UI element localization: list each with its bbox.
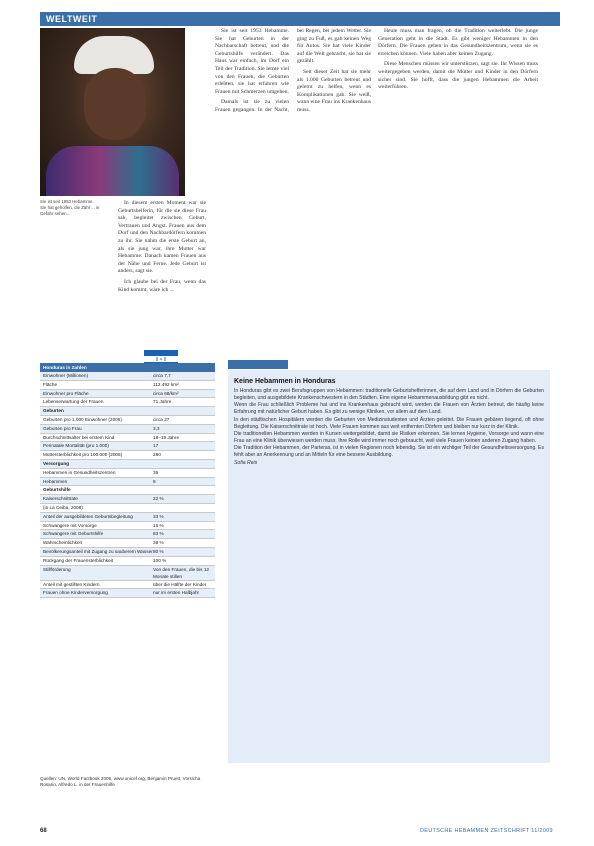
comment-paragraph: In den städtischen Hospitälern werden die Geburten von Medizinstudenten und Ärzten geleitet. Die Frauen gebären liegend, oft ohne Begleitung. Die Kaiserschnittrate ist hoch. Viele Frauen kommen aus weit entfernten Dörfern und bleiben nur kurz in der Klinik.	[234, 416, 544, 430]
face-shape	[84, 68, 146, 140]
facts-key: Geburtshilfe	[43, 487, 71, 493]
facts-table-row	[40, 486, 215, 495]
facts-key: Frauen ohne Kinderversorgung	[43, 590, 108, 596]
facts-key: Schwangere mit Geburtshilfe	[43, 531, 104, 537]
facts-table-row	[40, 407, 215, 416]
facts-key: Anteil der ausgebildeten Geburtsbegleitung	[43, 513, 133, 519]
facts-key: Geburten pro 1.000 Einwohner (2006)	[43, 416, 122, 422]
comment-label-bar	[228, 360, 288, 369]
facts-value: 3,3	[153, 425, 160, 431]
facts-value: 36	[153, 469, 159, 475]
facts-key: Kaiserschnittrate	[43, 496, 78, 502]
facts-table-row	[40, 548, 215, 557]
facts-key: Stillförderung	[43, 566, 71, 572]
facts-key: Einwohner (Millionen)	[43, 373, 89, 378]
facts-key: Rückgang der Frauensterblichkeit	[43, 557, 114, 563]
article-columns	[215, 28, 371, 348]
section-header	[40, 12, 560, 26]
facts-table-row	[40, 495, 215, 504]
facts-table-row	[40, 460, 215, 469]
facts-value: über die Hälfte der Kinder	[153, 581, 207, 587]
facts-value: 22 %	[153, 496, 164, 502]
facts-value: Von den Frauen, die bis 12 Monate stillen	[153, 566, 210, 579]
facts-table-row	[40, 381, 215, 390]
facts-table-row	[40, 398, 215, 407]
facts-table-row	[40, 416, 215, 425]
facts-value: 280	[153, 452, 161, 458]
facts-value: 83 %	[153, 531, 164, 537]
facts-table-row	[40, 469, 215, 478]
shirt-shape	[46, 146, 179, 196]
comment-paragraph: Wenn die Frau schließlich Probleme hat und ins Krankenhaus gebracht wird, werden die Frauen von Ärzten betreut, die häufig keine Erfahrung mit natürlicher Geburt haben. Es gibt zu wenige Kliniken, vor allem auf dem Land.	[234, 402, 544, 416]
facts-table-row	[40, 581, 215, 590]
article-column-right	[378, 28, 538, 95]
intro-column	[118, 200, 206, 297]
facts-table-row	[40, 589, 215, 598]
facts-table-row	[40, 566, 215, 581]
facts-value	[153, 504, 215, 512]
intro-paragraph: Ich glaube bei der Frau, wenn das Kind kommt, wäre ich ...	[118, 278, 206, 293]
section-title: WELTWEIT	[46, 14, 98, 24]
facts-key: Hebammen in Gesundheitszentren	[43, 469, 116, 475]
facts-key: Müttersterblichkeit pro 100.000 (2005)	[43, 452, 123, 458]
facts-key: Perinatale Mortalität (pro 1.000)	[43, 443, 109, 449]
facts-table-body	[40, 372, 215, 598]
facts-table-title: Honduras in Zahlen	[40, 363, 215, 372]
facts-table-row	[40, 539, 215, 548]
page-number: 68	[40, 828, 47, 834]
article-paragraph: Sie ist seit 1953 Hebamme. Sie hat Geburten in der Nachbarschaft betreut, und die Geburtshilfe verändert. Das Haus war einfach, im Dorf ein Teil der Tradition. Sie lernte viel von den Frauen, die Geburten erlebten, sie hat erfahren wie Frauen mit Schmerzen umgehen.	[215, 28, 289, 95]
facts-value: 71 Jahre	[153, 399, 172, 405]
facts-table	[40, 363, 215, 598]
sources-note: Quellen: UN, World Factbook 2006, www.unicef.org, Benjamin Pruett, Vorsicha Rosario, Alfredo L. in der Frauenhilfe	[40, 776, 201, 788]
facts-table-row	[40, 442, 215, 451]
facts-table-row	[40, 451, 215, 460]
comment-text	[234, 388, 544, 460]
comment-paragraph: Die Tradition der Hebammen, der Parteras, ist in vielen Regionen noch lebendig. Sie ist ein wichtiger Teil der Gesundheitsversorgung. Es fehlt aber an Anerkennung und an Mitteln für eine bessere Ausbildung.	[234, 445, 544, 459]
comment-paragraph: In Honduras gibt es zwei Berufsgruppen von Hebammen: traditionelle Geburtshelferinnen, die auf dem Land und in Dörfern die Geburten begleiten, und ausgebildete Krankenschwestern in den Städten. Eine eigene Hebammenausbildung gibt es nicht.	[234, 388, 544, 402]
facts-value	[153, 460, 215, 468]
facts-key: Schwangere mit Vorsorge	[43, 522, 97, 528]
facts-key: Hebammen	[43, 478, 68, 484]
facts-table-row	[40, 530, 215, 539]
facts-table-row	[40, 513, 215, 522]
facts-key: Durchschnittsalter bei erstem Kind	[43, 434, 115, 440]
facts-value: circa 68/km²	[153, 390, 179, 396]
comment-author: Sofia Reis	[234, 459, 258, 466]
facts-value	[153, 407, 215, 415]
facts-key: Einwohner pro Fläche	[43, 390, 89, 396]
facts-value: 18–19 Jahre	[153, 434, 180, 440]
article-paragraph: Heute muss man fragen, ob die Tradition weiterlebt. Die junge Generation geht in die Stadt. Es gibt weniger Hebammen in den Dörfern. Die Frauen gehen in das Gesundheitszentrum, wenn sie es erreichen können. Viele haben aber keinen Zugang.	[378, 28, 538, 57]
facts-key: Versorgung	[43, 460, 70, 466]
journal-name: DEUTSCHE HEBAMMEN ZEITSCHRIFT 11/2009	[420, 828, 553, 834]
article-paragraph: Damals ist sie zu vielen Frauen gegangen. In der Nacht, bei Regen, bei jedem Wetter. Sie ging zu Fuß, es gab keinen Weg für Autos. Sie hat viele Kinder auf die Welt gebracht, sie hat sie gezählt.	[215, 28, 371, 113]
facts-table-row	[40, 425, 215, 434]
article-paragraph: Diese Menschen müssen wir unterstützen, sagt sie. Ihr Wissen muss weitergegeben werden, damit die Mütter und Kinder in den Dörfern sicher sind. Sie hofft, dass die jungen Hebammen die Arbeit weiterführen.	[378, 61, 538, 91]
facts-value: circa 27	[153, 416, 170, 422]
facts-value	[153, 486, 215, 494]
facts-value: 100 %	[153, 557, 167, 563]
facts-key: Geburten	[43, 408, 64, 414]
facts-table-row	[40, 478, 215, 487]
facts-value: 16 %	[153, 522, 164, 528]
facts-table-row	[40, 522, 215, 531]
facts-table-row	[40, 557, 215, 566]
facts-key: (in La Ceiba, 2008)	[43, 504, 83, 510]
portrait-photo	[40, 28, 185, 196]
facts-value: nur im ersten Halbjahr	[153, 590, 200, 596]
photo-caption: Sie ist seit 1953 Hebamme. Sie hat geholfen, die Zahl ... in Gefahr sehen...	[40, 199, 100, 216]
comment-paragraph: Die traditionellen Hebammen werden in Kursen weitergebildet, damit sie Risiken erkennen. Sie lernen Hygiene, Vorsorge und wann eine Frau an eine Klinik überwiesen werden muss. Ihre Rolle wird immer noch gebraucht, weil viele Frauen keinen anderen Zugang haben.	[234, 430, 544, 445]
facts-key: Anteil mit gestillten Kindern	[43, 581, 100, 587]
facts-value: 33 %	[153, 513, 164, 519]
facts-key: Bevölkerungsanteil mit Zugang zu sauberem Wasser	[43, 548, 153, 554]
facts-table-row	[40, 434, 215, 443]
comment-box	[228, 370, 550, 763]
facts-table-row	[40, 372, 215, 381]
facts-key: Lebenserwartung der Frauen	[43, 399, 104, 405]
comment-title: Keine Hebammen in Honduras	[234, 378, 336, 385]
facts-value: 112.492 km²	[153, 381, 179, 387]
facts-value: 80 %	[153, 548, 164, 554]
facts-table-row	[40, 390, 215, 399]
facts-key: Wahrscheinlichkeit	[43, 540, 82, 546]
facts-table-row	[40, 504, 215, 513]
facts-value: 38 %	[153, 540, 164, 546]
facts-key: Fläche	[43, 381, 58, 387]
intro-paragraph: In diesem ersten Moment war sie Geburtshelferin, für die sie diese Frau sah, begleitet zwischen Geburt, Vertrauen und Angst. Frauen aus dem Dorf und den Nachbardörfern kommen zu ihr. Sie nahm die erste Geburt an, als sie jung war, ihre Mutter war Hebamme. Danach kamen Frauen aus der Nähe und Ferne. Jede Geburt ist anders, sagt sie.	[118, 200, 206, 275]
facts-value: 9	[153, 478, 156, 484]
article-paragraph: Seit dieser Zeit hat sie mehr als 1.000 Geburten betreut und gelernt zu helfen, wenn es Komplikationen gab. Sie weiß, wann eine Frau ins Krankenhaus muss.	[297, 68, 371, 113]
facts-key: Geburten pro Frau	[43, 425, 82, 431]
facts-value: 17	[153, 443, 159, 449]
facts-value: circa 7,7	[153, 373, 171, 378]
